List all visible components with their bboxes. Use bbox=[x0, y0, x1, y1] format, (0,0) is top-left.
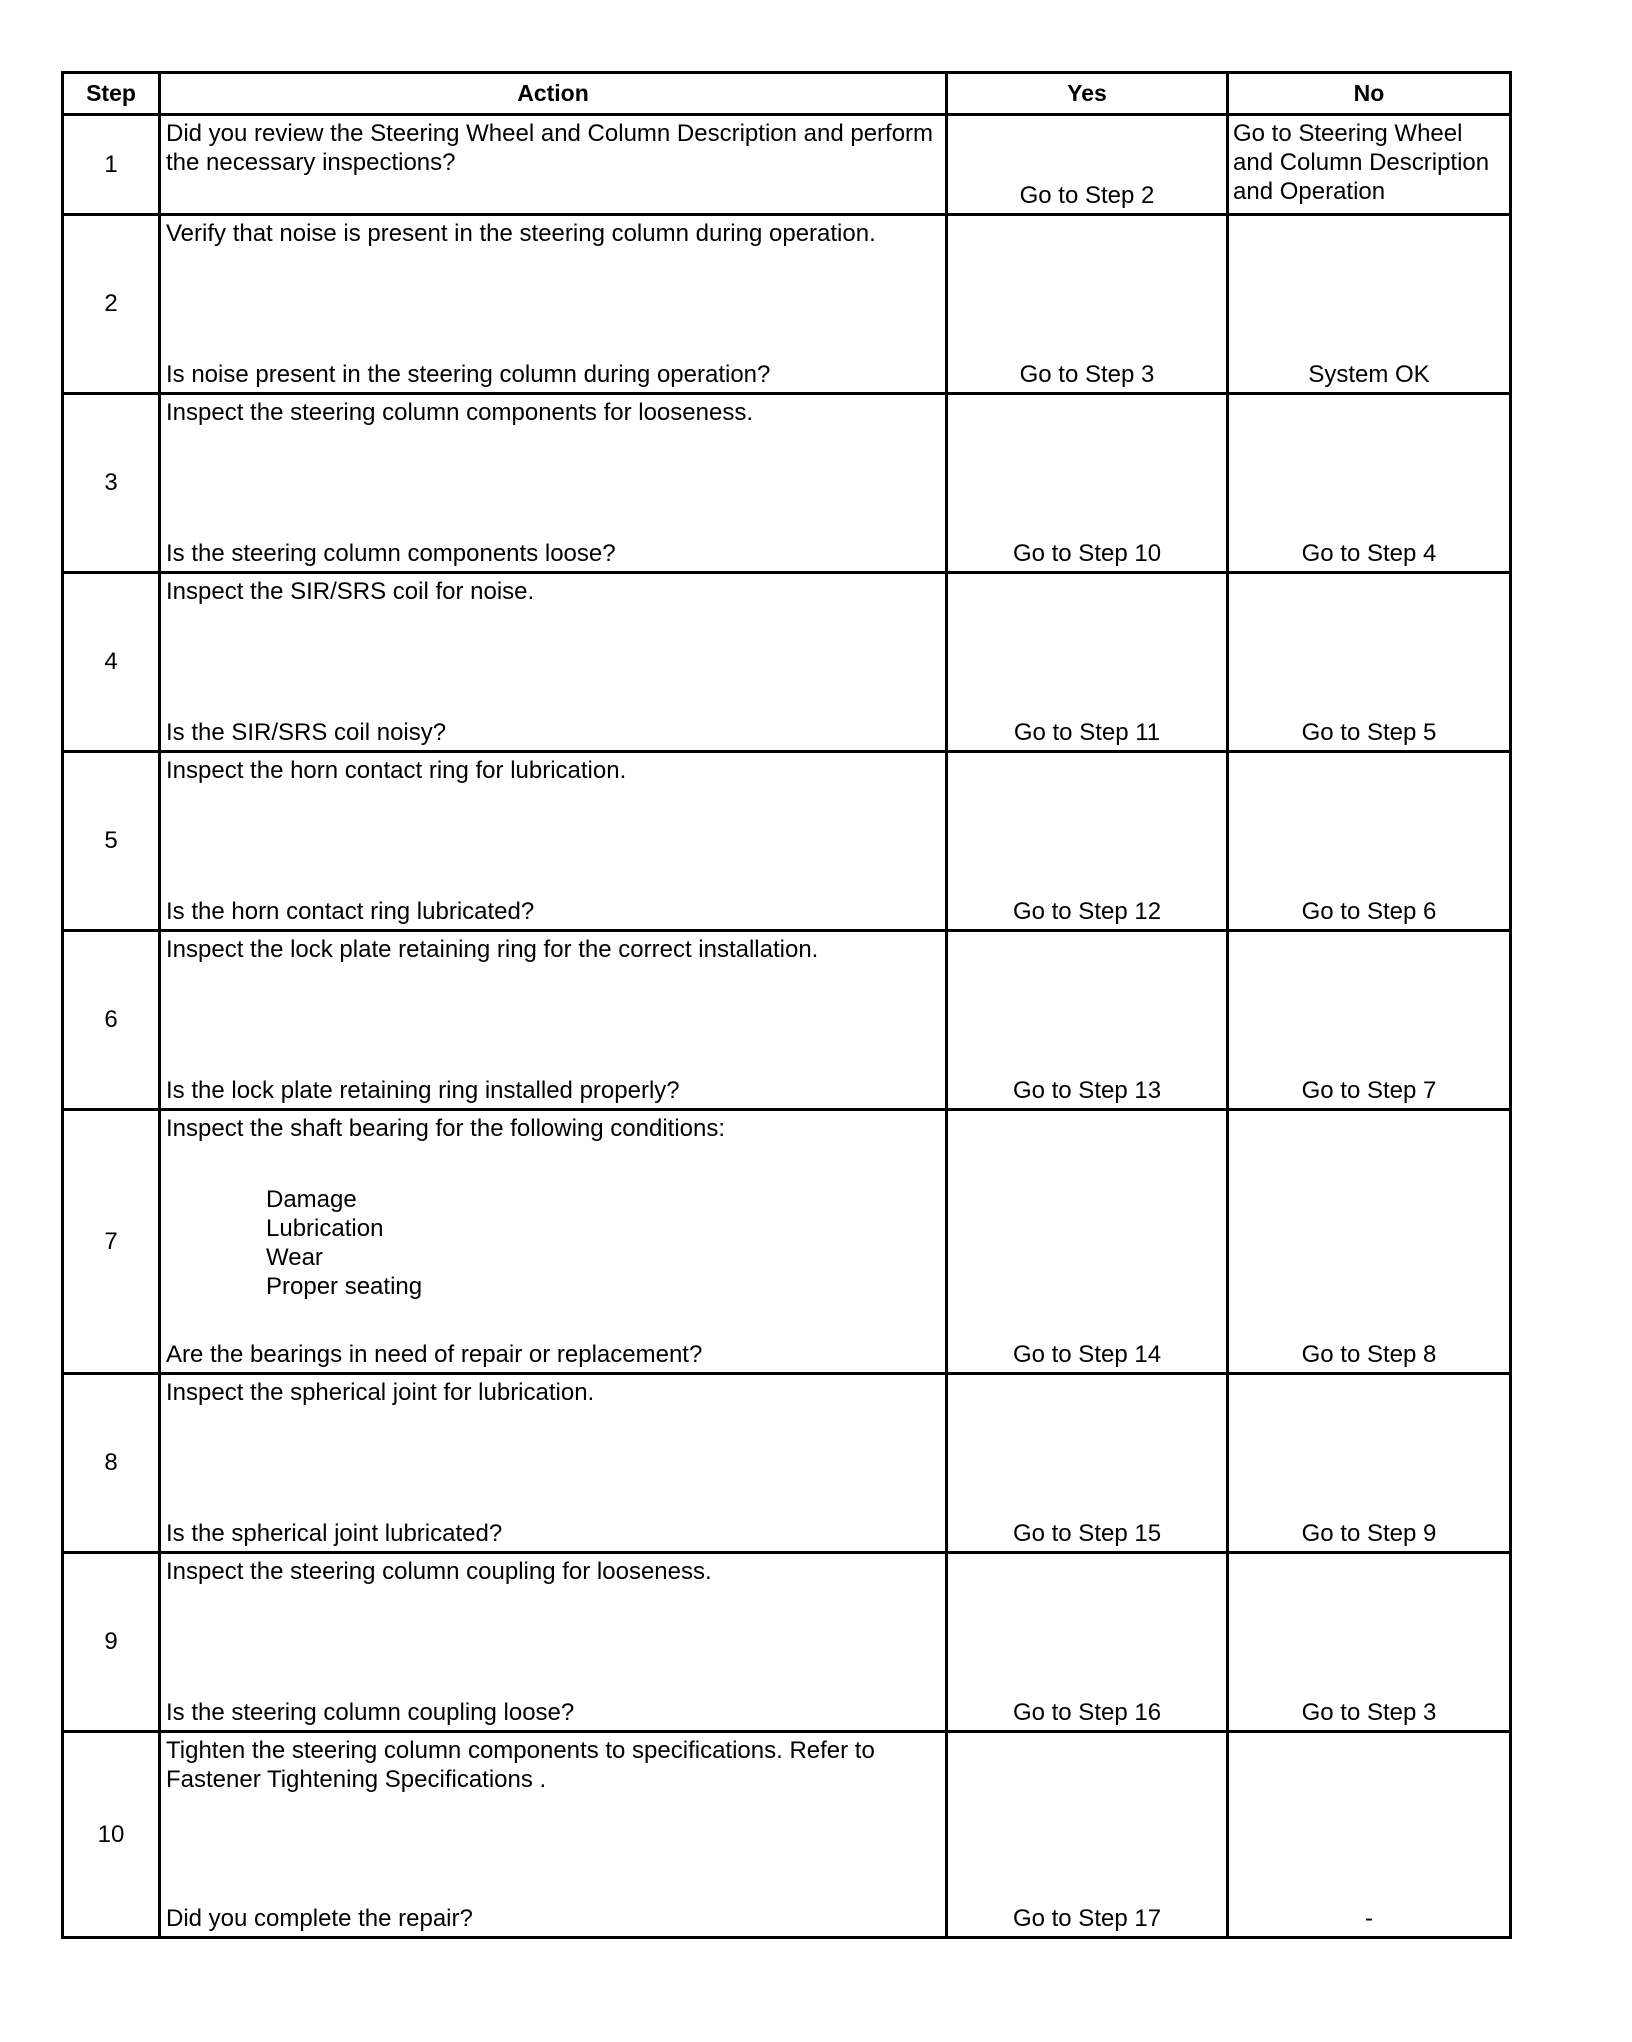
condition-item: Wear bbox=[266, 1244, 323, 1271]
condition-item: Damage bbox=[266, 1186, 357, 1213]
step-number: 4 bbox=[104, 648, 118, 675]
yes-result: Go to Step 3 bbox=[1019, 361, 1155, 388]
no-result: Go to Step 9 bbox=[1301, 1520, 1437, 1547]
action-instruction: Tighten the steering column components to specifications. Refer to Fastener Tightening Specifications . bbox=[166, 1737, 875, 1793]
diagnostic-table bbox=[61, 71, 1512, 1939]
yes-result: Go to Step 13 bbox=[1012, 1077, 1162, 1104]
yes-result: Go to Step 14 bbox=[1012, 1341, 1162, 1368]
action-instruction: Inspect the steering column coupling for looseness. bbox=[166, 1558, 712, 1585]
table-row bbox=[63, 573, 1511, 752]
action-question: Is the lock plate retaining ring installed properly? bbox=[166, 1077, 680, 1104]
table-header-row bbox=[63, 73, 1511, 115]
action-instruction: Did you review the Steering Wheel and Column Description and perform the necessary inspections? bbox=[166, 120, 934, 176]
no-result: Go to Step 7 bbox=[1301, 1077, 1437, 1104]
table-row bbox=[63, 394, 1511, 573]
yes-result: Go to Step 12 bbox=[1012, 898, 1162, 925]
table-row bbox=[63, 1732, 1511, 1938]
step-number: 7 bbox=[104, 1227, 118, 1255]
no-result: Go to Step 3 bbox=[1301, 1699, 1437, 1726]
action-question: Are the bearings in need of repair or replacement? bbox=[166, 1341, 703, 1368]
action-instruction: Verify that noise is present in the steering column during operation. bbox=[166, 220, 876, 247]
no-result: Go to Steering Wheel and Column Description and Operation bbox=[1233, 120, 1490, 205]
action-question: Did you complete the repair? bbox=[166, 1905, 473, 1932]
header-no: No bbox=[1228, 73, 1511, 115]
step-number: 1 bbox=[104, 150, 118, 178]
no-result: Go to Step 8 bbox=[1301, 1341, 1437, 1368]
step-number: 2 bbox=[104, 290, 118, 317]
no-result: Go to Step 5 bbox=[1301, 719, 1437, 746]
table-row bbox=[63, 931, 1511, 1110]
action-question: Is the SIR/SRS coil noisy? bbox=[166, 719, 447, 746]
step-number: 5 bbox=[104, 827, 118, 854]
table-row bbox=[63, 1553, 1511, 1732]
step-number: 3 bbox=[104, 469, 118, 496]
action-instruction: Inspect the lock plate retaining ring for the correct installation. bbox=[166, 936, 819, 963]
header-action: Action bbox=[160, 73, 947, 115]
step-number: 8 bbox=[104, 1449, 118, 1476]
yes-result: Go to Step 15 bbox=[1012, 1520, 1162, 1547]
header-yes: Yes bbox=[947, 73, 1228, 115]
condition-item: Proper seating bbox=[266, 1273, 423, 1300]
action-instruction: Inspect the spherical joint for lubrication. bbox=[166, 1379, 595, 1406]
table-row bbox=[63, 215, 1511, 394]
action-question: Is noise present in the steering column during operation? bbox=[166, 361, 771, 388]
action-instruction: Inspect the SIR/SRS coil for noise. bbox=[166, 578, 535, 605]
conditions-list bbox=[266, 1185, 939, 1301]
no-result: - bbox=[1365, 1905, 1373, 1932]
yes-result: Go to Step 10 bbox=[1012, 540, 1162, 567]
step-number: 10 bbox=[97, 1820, 125, 1848]
condition-item: Lubrication bbox=[266, 1215, 384, 1242]
header-step: Step bbox=[63, 73, 160, 115]
table-row bbox=[63, 115, 1511, 215]
no-result: System OK bbox=[1308, 361, 1430, 388]
no-result: Go to Step 4 bbox=[1301, 540, 1437, 567]
yes-result: Go to Step 16 bbox=[1012, 1699, 1162, 1726]
step-number: 9 bbox=[104, 1628, 118, 1655]
action-instruction: Inspect the horn contact ring for lubrication. bbox=[166, 757, 627, 784]
yes-result: Go to Step 2 bbox=[1019, 182, 1155, 209]
action-question: Is the steering column coupling loose? bbox=[166, 1699, 575, 1726]
action-question: Is the horn contact ring lubricated? bbox=[166, 898, 535, 925]
table-row bbox=[63, 1110, 1511, 1374]
table-row bbox=[63, 1374, 1511, 1553]
no-result: Go to Step 6 bbox=[1301, 898, 1437, 925]
action-instruction: Inspect the steering column components for looseness. bbox=[166, 399, 753, 426]
yes-result: Go to Step 17 bbox=[1012, 1905, 1162, 1932]
yes-result: Go to Step 11 bbox=[1013, 719, 1161, 746]
action-instruction: Inspect the shaft bearing for the following conditions: bbox=[166, 1115, 726, 1142]
step-number: 6 bbox=[104, 1006, 118, 1033]
action-question: Is the steering column components loose? bbox=[166, 540, 616, 567]
table-row bbox=[63, 752, 1511, 931]
action-question: Is the spherical joint lubricated? bbox=[166, 1520, 503, 1547]
